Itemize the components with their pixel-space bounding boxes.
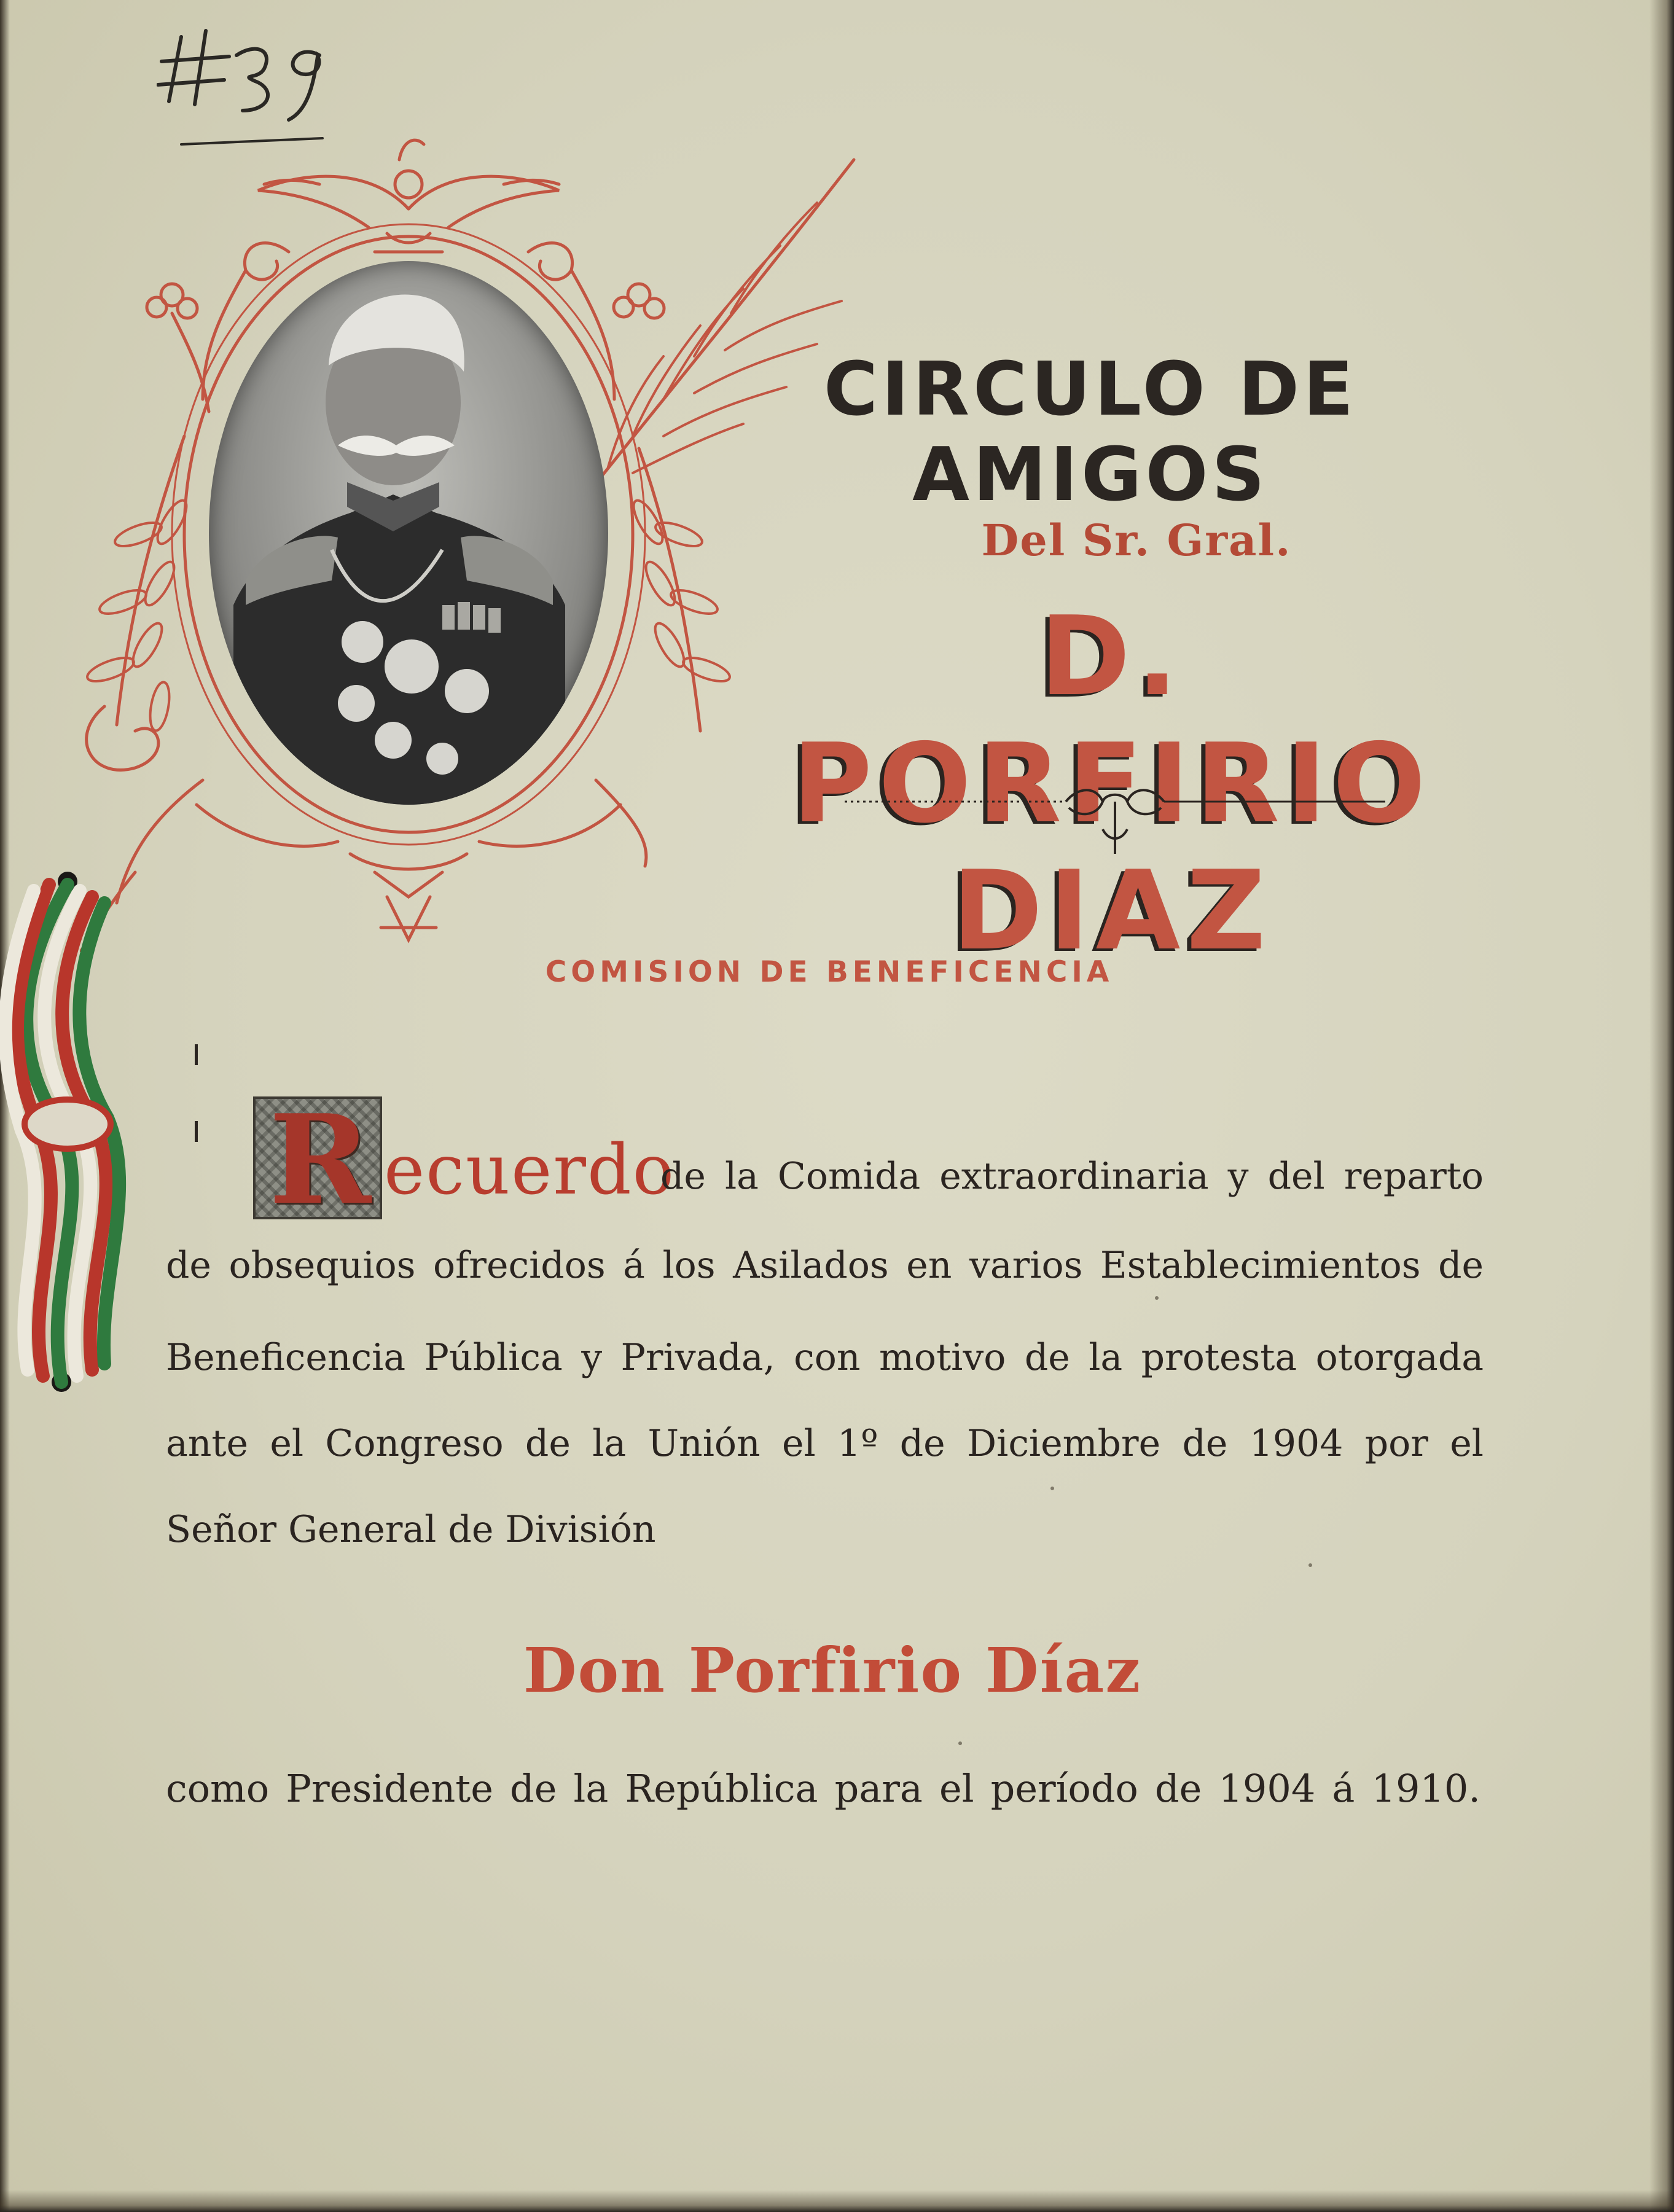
body-line: de la Comida extraordinaria y del reparto — [660, 1155, 1484, 1198]
lead-word: ecuerdo — [384, 1130, 676, 1210]
paper-speck — [958, 1741, 962, 1745]
page-edge-bottom — [0, 2190, 1674, 2212]
margin-mark — [195, 1044, 198, 1065]
tricolor-ribbon-icon — [0, 848, 154, 1425]
header-subtitle: Del Sr. Gral. — [981, 515, 1292, 566]
page-edge-right — [1649, 0, 1674, 2212]
paper-speck — [1050, 1487, 1054, 1490]
portrait-figure — [209, 261, 608, 805]
body-line: de obsequios ofrecidos á los Asilados en varios Establecimientos de — [166, 1244, 1484, 1287]
honoree-name: Don Porfirio Díaz — [523, 1634, 1142, 1706]
header-title: CIRCULO DE AMIGOS — [823, 347, 1358, 518]
paper-speck — [1155, 1296, 1159, 1300]
header-name: D. PORFIRIO DIAZ — [792, 593, 1432, 974]
commission-heading: COMISION DE BENEFICENCIA — [545, 955, 1114, 989]
dropcap-letter: R — [268, 1088, 372, 1232]
body-line: Señor General de División — [166, 1508, 656, 1551]
portrait-photo-icon — [209, 261, 608, 805]
body-line: Beneficencia Pública y Privada, con motivo de la protesta otorgada — [166, 1336, 1484, 1379]
margin-mark — [195, 1121, 198, 1142]
closing-line: como Presidente de la República para el período de 1904 á 1910. — [166, 1766, 1480, 1811]
body-line: ante el Congreso de la Unión el 1º de Diciembre de 1904 por el — [166, 1422, 1484, 1465]
floral-divider-icon — [845, 774, 1385, 866]
paper-speck — [1308, 1563, 1312, 1567]
dropcap-box — [253, 1088, 382, 1232]
